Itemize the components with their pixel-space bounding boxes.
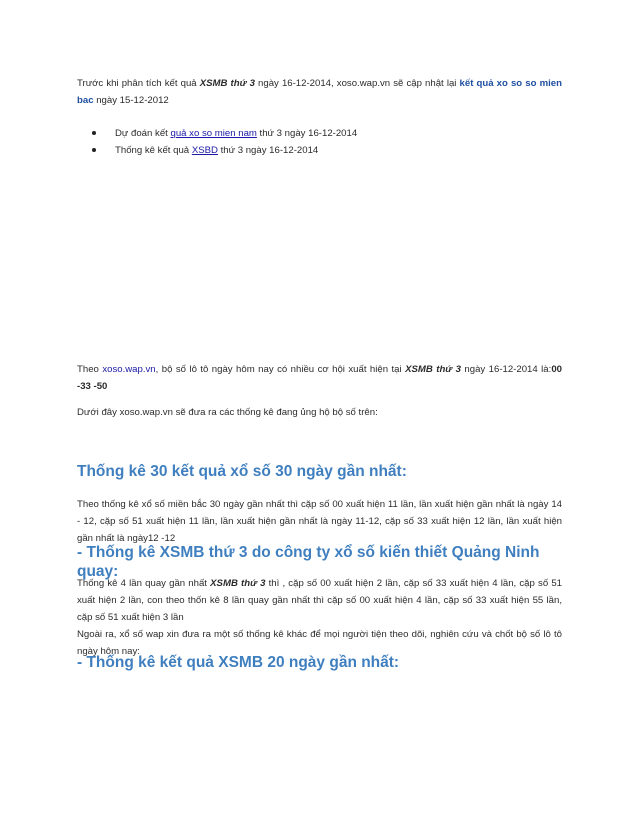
intro-paragraph (77, 75, 562, 109)
intro-link-xo-so[interactable]: xo so (496, 78, 523, 89)
intro-xsmb: XSMB thứ 3 (199, 78, 255, 89)
heading-30-days: Thống kê 30 kết quả xổ số 30 ngày gần nhất: (77, 463, 407, 480)
intro-date: ngày 15-12-2012 (93, 95, 169, 106)
intro-text: Trước khi phân tích kết quả (77, 78, 200, 89)
heading-quang-ninh: - Thống kê XSMB thứ 3 do công ty xổ số kiến thiết Quảng Ninh quay: (77, 544, 540, 580)
theo-paragraph: Theo xoso.wap.vn, bộ số lô tô ngày hôm nay có nhiều cơ hội xuất hiện tại XSMB thứ 3 ngày 16-12-2014 là:00 -33 -50 (77, 364, 562, 392)
heading-20-days: - Thống kê kết quả XSMB 20 ngày gần nhất: (77, 654, 400, 671)
list-item: Thống kê kết quả XSBD thứ 3 ngày 16-12-2014 (92, 142, 357, 159)
link-xo-so-mien-nam[interactable]: quả xo so mien nam (170, 128, 257, 139)
intro-link-ket-qua[interactable]: kết quả (459, 78, 494, 89)
theo-xsmb: XSMB thứ 3 (405, 364, 461, 375)
list-item: Dự đoán kết quả xo so mien nam thứ 3 ngày 16-12-2014 (92, 125, 357, 142)
intro-text-2: ngày 16-12-2014, xoso.wap.vn sẽ cập nhật lại (254, 78, 460, 89)
intro-link-so-mien-bac[interactable]: so mien bac (77, 78, 562, 106)
ngoai-paragraph: Ngoài ra, xổ số wap xin đưa ra một số thống kê khác để mọi người tiện theo dõi, nghiên cứu và chốt bộ số lô tô ngày hôm nay: (77, 629, 562, 657)
duoi-paragraph: Dưới đây xoso.wap.vn sẽ đưa ra các thống kê đang ủng hộ bộ số trên: (77, 407, 378, 418)
link-xoso-wap[interactable]: xoso.wap.vn (102, 364, 156, 375)
link-xsbd[interactable]: XSBD (191, 145, 218, 156)
stats-4-paragraph: Thống kê 4 lần quay gần nhất XSMB thứ 3 thì , cặp số 00 xuất hiện 2 lần, cặp số 33 xuất hiện 4 lần, cặp số 51 xuất hiện 2 lần, con theo thốn kê 8 lần quay gần nhất thì cặp số 00 xuất hiện 4 lần, cặp số 33 xuất hiện 55 lần, cặp số 51 xuất hiện 3 lần (77, 578, 562, 623)
stats-30-paragraph: Theo thống kê xổ số miền bắc 30 ngày gần nhất thì cặp số 00 xuất hiện 11 lần, lần xuất hiện gần nhất là ngày 14 - 12, cặp số 51 xuất hiện 11 lần, lần xuất hiện gần nhất là ngày 11-12, cặp số 33 xuất hiện 12 lần, lần xuất hiện gần nhất là ngày12 -12 (77, 499, 562, 544)
bullet-list (92, 125, 357, 159)
lucky-numbers: 00 -33 -50 (77, 364, 562, 392)
para4-xsmb: XSMB thứ 3 (210, 578, 266, 589)
